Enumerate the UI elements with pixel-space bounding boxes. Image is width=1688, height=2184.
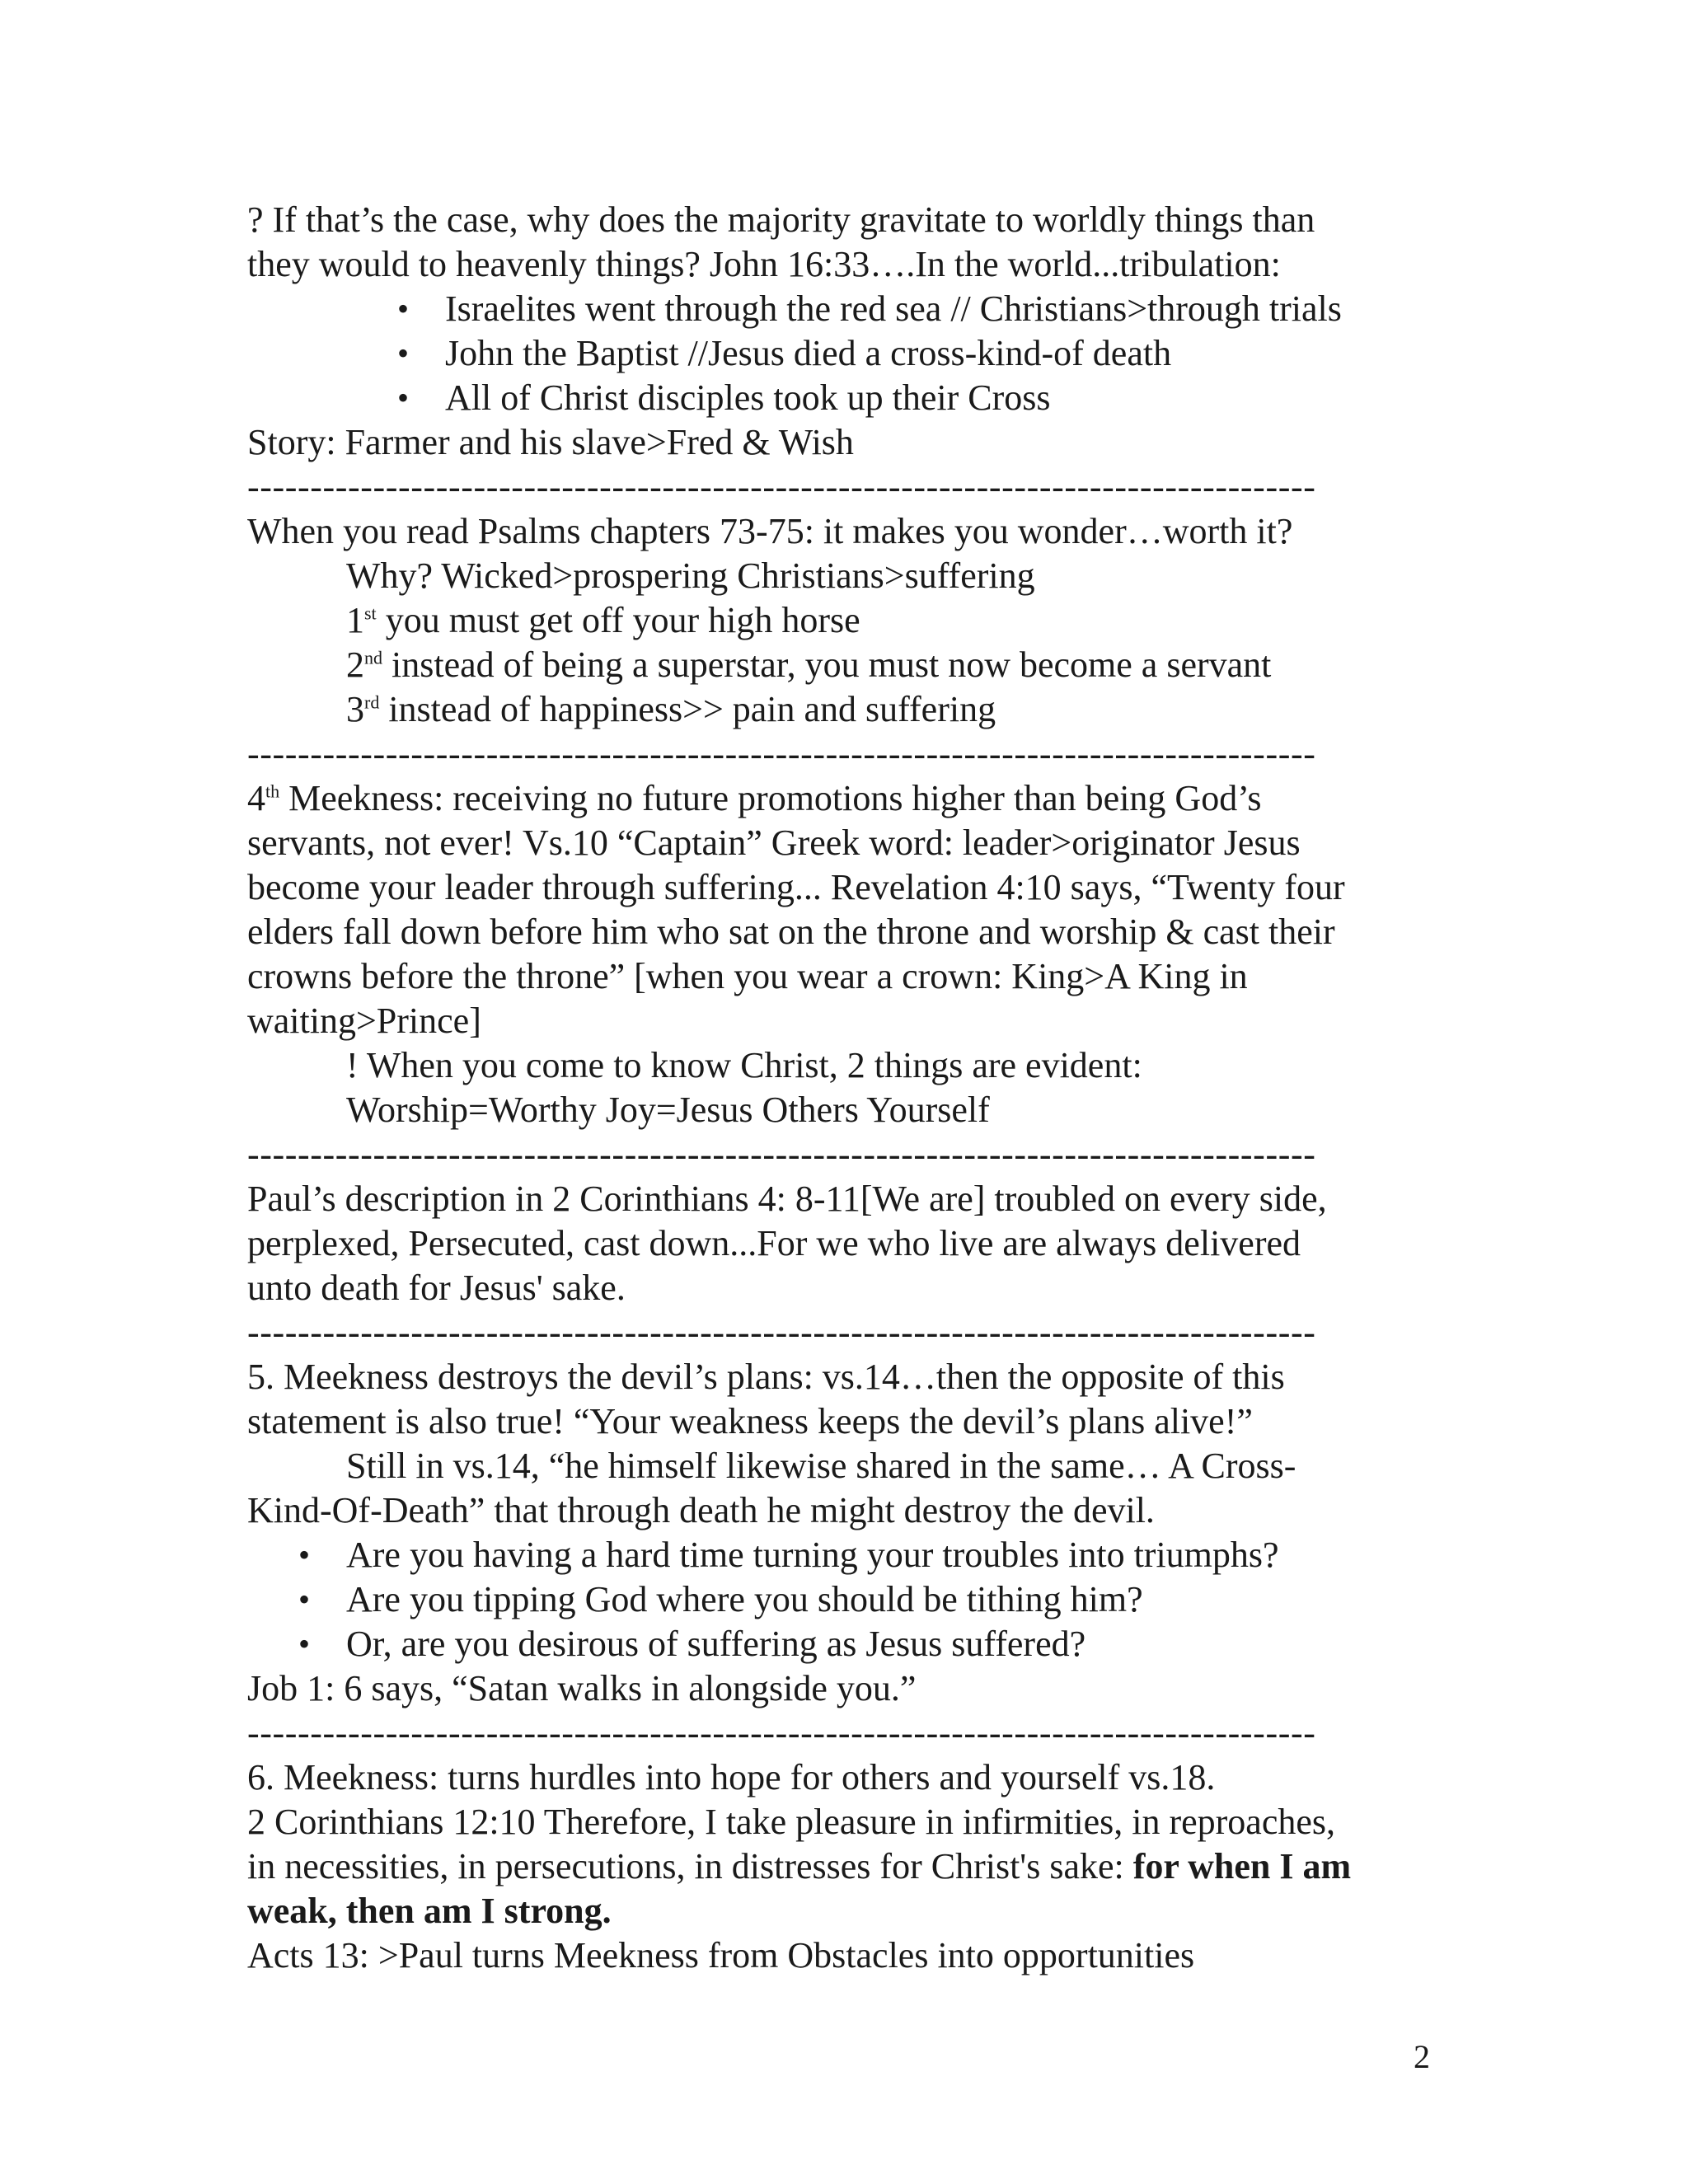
paragraph-line [247, 1889, 1451, 1933]
document-body [247, 198, 1451, 1978]
bullet-icon: • [298, 1581, 311, 1618]
list-item [247, 287, 1451, 331]
numbered-point [247, 598, 1451, 643]
list-item-text: Are you having a hard time turning your troubles into triumphs? [346, 1535, 1279, 1575]
paragraph-line: ? If that’s the case, why does the majority gravitate to worldly things than [247, 199, 1315, 240]
paragraph-line: 5. Meekness destroys the devil’s plans: vs.14…then the opposite of this [247, 1357, 1285, 1397]
list-item [247, 376, 1451, 420]
point-text: you must get off your high horse [376, 600, 860, 640]
ordinal-number: 4 [247, 778, 265, 818]
ordinal-suffix: th [265, 780, 280, 802]
paragraph-line: Kind-Of-Death” that through death he might destroy the devil. [247, 1490, 1155, 1530]
separator-line: ------------------------------------------------------------------------------------- [247, 1713, 1316, 1753]
paragraph-line: statement is also true! “Your weakness keeps the devil’s plans alive!” [247, 1401, 1253, 1441]
paragraph-line [247, 1844, 1451, 1889]
paragraph-line: elders fall down before him who sat on the throne and worship & cast their [247, 912, 1335, 952]
ordinal-suffix: rd [364, 691, 380, 713]
paragraph-line: Acts 13: >Paul turns Meekness from Obstacles into opportunities [247, 1935, 1195, 1975]
numbered-point [247, 687, 1451, 732]
separator-line: ------------------------------------------------------------------------------------- [247, 466, 1316, 507]
paragraph-text: in necessities, in persecutions, in distresses for Christ's sake: [247, 1846, 1133, 1886]
list-item-text: Are you tipping God where you should be tithing him? [346, 1579, 1143, 1619]
list-item-text: Or, are you desirous of suffering as Jesus suffered? [346, 1624, 1086, 1664]
list-item [247, 331, 1451, 376]
separator-line: ------------------------------------------------------------------------------------- [247, 1134, 1316, 1174]
list-item [247, 1577, 1451, 1622]
paragraph-line: become your leader through suffering... Revelation 4:10 says, “Twenty four [247, 867, 1345, 907]
paragraph-line: Still in vs.14, “he himself likewise shared in the same… A Cross- [346, 1446, 1296, 1486]
list-item-text: John the Baptist //Jesus died a cross-kind-of death [445, 333, 1172, 373]
list-item [247, 1622, 1451, 1666]
emphasis-text: weak, then am I strong. [247, 1891, 612, 1931]
paragraph-line: servants, not ever! Vs.10 “Captain” Greek word: leader>originator Jesus [247, 823, 1301, 863]
paragraph-line: they would to heavenly things? John 16:33….In the world...tribulation: [247, 244, 1281, 284]
list-item-text: Israelites went through the red sea // Christians>through trials [445, 288, 1342, 329]
paragraph-line: 6. Meekness: turns hurdles into hope for others and yourself vs.18. [247, 1757, 1216, 1797]
ordinal-number: 2 [346, 644, 364, 685]
paragraph-line: Worship=Worthy Joy=Jesus Others Yourself [346, 1090, 990, 1130]
emphasis-text: for when I am [1132, 1846, 1352, 1886]
paragraph-line: crowns before the throne” [when you wear a crown: King>A King in [247, 956, 1248, 996]
ordinal-suffix: st [364, 602, 377, 624]
paragraph-line: ! When you come to know Christ, 2 things are evident: [346, 1045, 1142, 1085]
paragraph-line: unto death for Jesus' sake. [247, 1268, 626, 1308]
list-item-text: All of Christ disciples took up their Cross [445, 377, 1051, 418]
page-number: 2 [1414, 2038, 1430, 2075]
paragraph-line: When you read Psalms chapters 73-75: it makes you wonder…worth it? [247, 511, 1293, 551]
bullet-icon: • [397, 335, 410, 372]
bullet-icon: • [397, 290, 410, 327]
paragraph-line: Paul’s description in 2 Corinthians 4: 8-11[We are] troubled on every side, [247, 1179, 1327, 1219]
point-text: instead of being a superstar, you must now become a servant [382, 644, 1272, 685]
separator-line: ------------------------------------------------------------------------------------- [247, 733, 1316, 774]
ordinal-number: 3 [346, 689, 364, 729]
paragraph-line: perplexed, Persecuted, cast down...For we who live are always delivered [247, 1223, 1301, 1263]
bullet-icon: • [397, 379, 410, 416]
story-line: Story: Farmer and his slave>Fred & Wish [247, 422, 854, 462]
bullet-icon: • [298, 1536, 311, 1573]
ordinal-number: 1 [346, 600, 364, 640]
paragraph-line: Why? Wicked>prospering Christians>suffering [346, 555, 1035, 596]
separator-line: ------------------------------------------------------------------------------------- [247, 1312, 1316, 1352]
list-item [247, 1533, 1451, 1577]
paragraph-line [247, 776, 1451, 821]
paragraph-line: waiting>Prince] [247, 1001, 481, 1041]
paragraph-text: Meekness: receiving no future promotions higher than being God’s [279, 778, 1262, 818]
paragraph-line: Job 1: 6 says, “Satan walks in alongside you.” [247, 1668, 917, 1708]
numbered-point [247, 643, 1451, 687]
ordinal-suffix: nd [364, 647, 382, 668]
bullet-icon: • [298, 1625, 311, 1662]
paragraph-line: 2 Corinthians 12:10 Therefore, I take pleasure in infirmities, in reproaches, [247, 1802, 1335, 1842]
point-text: instead of happiness>> pain and suffering [379, 689, 996, 729]
